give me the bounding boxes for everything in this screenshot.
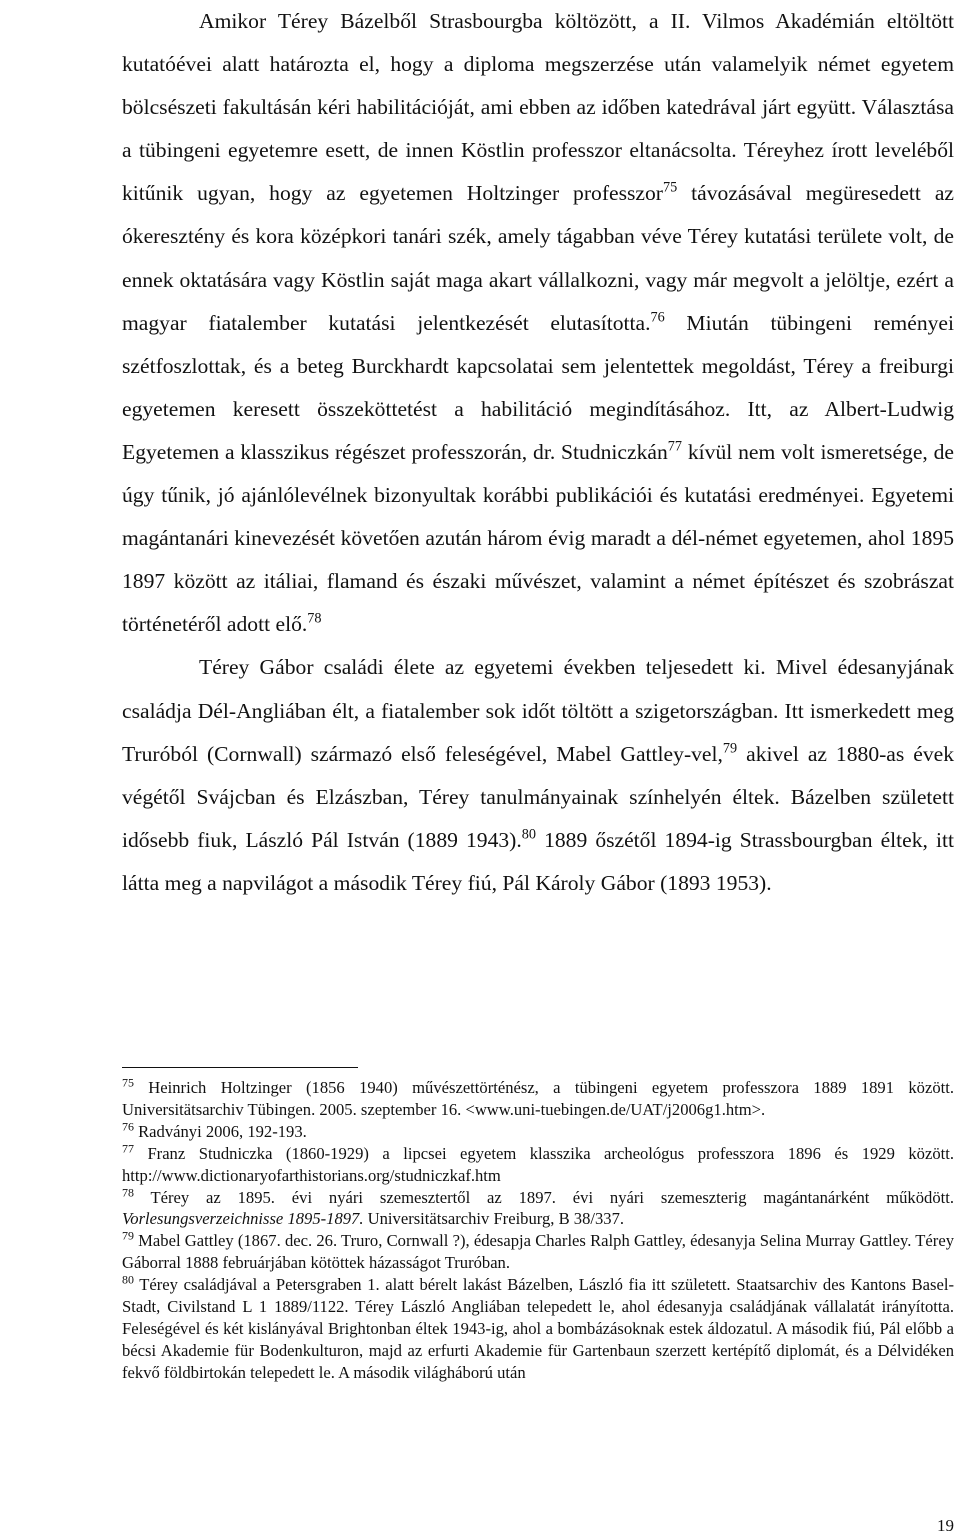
paragraph-1-part-b: távozásával megüresedett az ókeresztény és kora középkori tanári szék, amely tágabban véve Térey kutatási területe volt, de ennek oktatására vagy Köstlin saját maga akart vállalkozni, vagy már megvolt a jelöltje, ezért a magyar fiatalember kutatási jelentkezését elutasította. xyxy=(122,181,954,335)
footnote-number: 77 xyxy=(122,1141,134,1156)
footnote-76 xyxy=(122,1121,954,1143)
footnote-80 xyxy=(122,1274,954,1384)
footnote-79 xyxy=(122,1230,954,1274)
page-number: 19 xyxy=(937,1516,954,1535)
paragraph-1-part-d: kívül nem volt ismeretsége, de úgy tűnik, jó ajánlólevélnek bizonyultak korábbi publikációi és kutatási eredményei. Egyetemi magántanári kinevezését követően azután három évig maradt a dél-német egyetemen, ahol 1895 1897 között az itáliai, flamand és északi művészet, valamint a német építészet és szobrászat történetéről adott elő. xyxy=(122,439,955,637)
footnote-ref-80: 80 xyxy=(521,826,537,843)
paragraph-2 xyxy=(122,646,954,905)
footnote-number: 75 xyxy=(122,1075,134,1090)
footnote-number: 76 xyxy=(122,1119,134,1134)
footnote-text: Térey az 1895. évi nyári szemesztertől az 1897. évi nyári szemeszterig magántanárként működött. xyxy=(150,1187,954,1207)
footnote-text: Heinrich Holtzinger (1856 1940) művészettörténész, a tübingeni egyetem professzora 1889 1891 között. Universitätsarchiv Tübingen. 2005. szeptember 16. <www.uni-tuebingen.de/UAT/j2006g1.htm>. xyxy=(122,1078,954,1119)
paragraph-1 xyxy=(122,0,954,646)
footnote-75 xyxy=(122,1077,954,1121)
footnote-ref-77: 77 xyxy=(667,438,683,455)
footnote-text: Térey családjával a Petersgraben 1. alatt bérelt lakást Bázelben, László fia itt született. Staatsarchiv des Kantons Basel-Stadt, Civilstand L 1 1889/1122. Térey László Angliában telepedett le, ahol édesanyja családjának vállalatát irányította. Feleségével és két kislányával Brightonban éltek 1943-ig, ahol a bombázásoknak estek áldozatul. A második fiú, Pál előbb a bécsi Akademie für Bodenkulturon, majd az erfurti Akademie für Gartenbaun szerzett kertépítő diplomát, és a Délvidéken fekvő földbirtokán telepedett le. A második világháború után xyxy=(122,1275,954,1382)
footnote-number: 79 xyxy=(122,1228,134,1243)
paragraph-2-part-a: Térey Gábor családi élete az egyetemi években teljesedett ki. Mivel édesanyjának családja Dél-Angliában élt, a fiatalember sok időt töltött a szigetországban. Itt ismerkedett meg Truróból (Cornwall) származó első feleségével, Mabel Gattley-vel, xyxy=(122,655,954,766)
main-text xyxy=(122,0,954,905)
paragraph-2-part-c: 1889 őszétől 1894-ig Strassbourgban éltek, itt látta meg a napvilágot a második Térey fiú, Pál Károly Gábor (1893 1953). xyxy=(122,827,954,895)
footnote-text-italic: Vorlesungsverzeichnisse 1895-1897. xyxy=(122,1209,364,1229)
paragraph-1-part-c: Miután tübingeni reményei szétfoszlottak, és a beteg Burckhardt kapcsolatai sem jelentettek megoldást, Térey a freiburgi egyetemen keresett összeköttetést a habilitáció megindításához. Itt, az Albert-Ludwig Egyetemen a klasszikus régészet professzorán, dr. Studniczkán xyxy=(122,310,954,464)
footnote-separator xyxy=(122,1067,358,1068)
footnote-text: Mabel Gattley (1867. dec. 26. Truro, Cornwall ?), édesapja Charles Ralph Gattley, édesanyja Selina Murray Gattley. Térey Gáborral 1888 februárjában kötöttek házasságot Truróban. xyxy=(122,1231,954,1273)
footnote-text: Universitätsarchiv Freiburg, B 38/337. xyxy=(363,1209,625,1229)
footnote-77 xyxy=(122,1143,954,1187)
footnote-78 xyxy=(122,1184,954,1231)
footnote-ref-75: 75 xyxy=(663,180,678,197)
paragraph-2-part-b: akivel az 1880-as évek végétől Svájcban és Elzászban, Térey tanulmányainak színhelyén éltek. Bázelben született idősebb fiuk, László Pál István (1889 1943). xyxy=(122,741,954,852)
footnote-number: 78 xyxy=(122,1184,134,1199)
footnote-ref-76: 76 xyxy=(650,309,665,326)
footnote-text: Radványi 2006, 192-193. xyxy=(138,1121,307,1141)
paragraph-1-part-a: Amikor Térey Bázelből Strasbourgba költözött, a II. Vilmos Akadémián eltöltött kutatóévei alatt határozta el, hogy a diploma megszerzése után valamelyik német egyetem bölcsészeti fakultásán kéri habilitációját, ami ebben az időben katedrával járt együtt. Választása a tübingeni egyetemre esett, de innen Köstlin professzor eltanácsolta. Téreyhez írott leveléből kitűnik ugyan, hogy az egyetemen Holtzinger professzor xyxy=(122,9,954,206)
footnotes xyxy=(122,1077,954,1384)
footnote-ref-78: 78 xyxy=(307,611,322,628)
footnote-number: 80 xyxy=(122,1272,134,1287)
footnote-ref-79: 79 xyxy=(722,740,738,757)
footnote-text: Franz Studniczka (1860-1929) a lipcsei egyetem klasszika archeológus professzora 1896 és 1929 között. http://www.dictionaryofarthistorians.org/studniczkaf.htm xyxy=(122,1143,954,1185)
